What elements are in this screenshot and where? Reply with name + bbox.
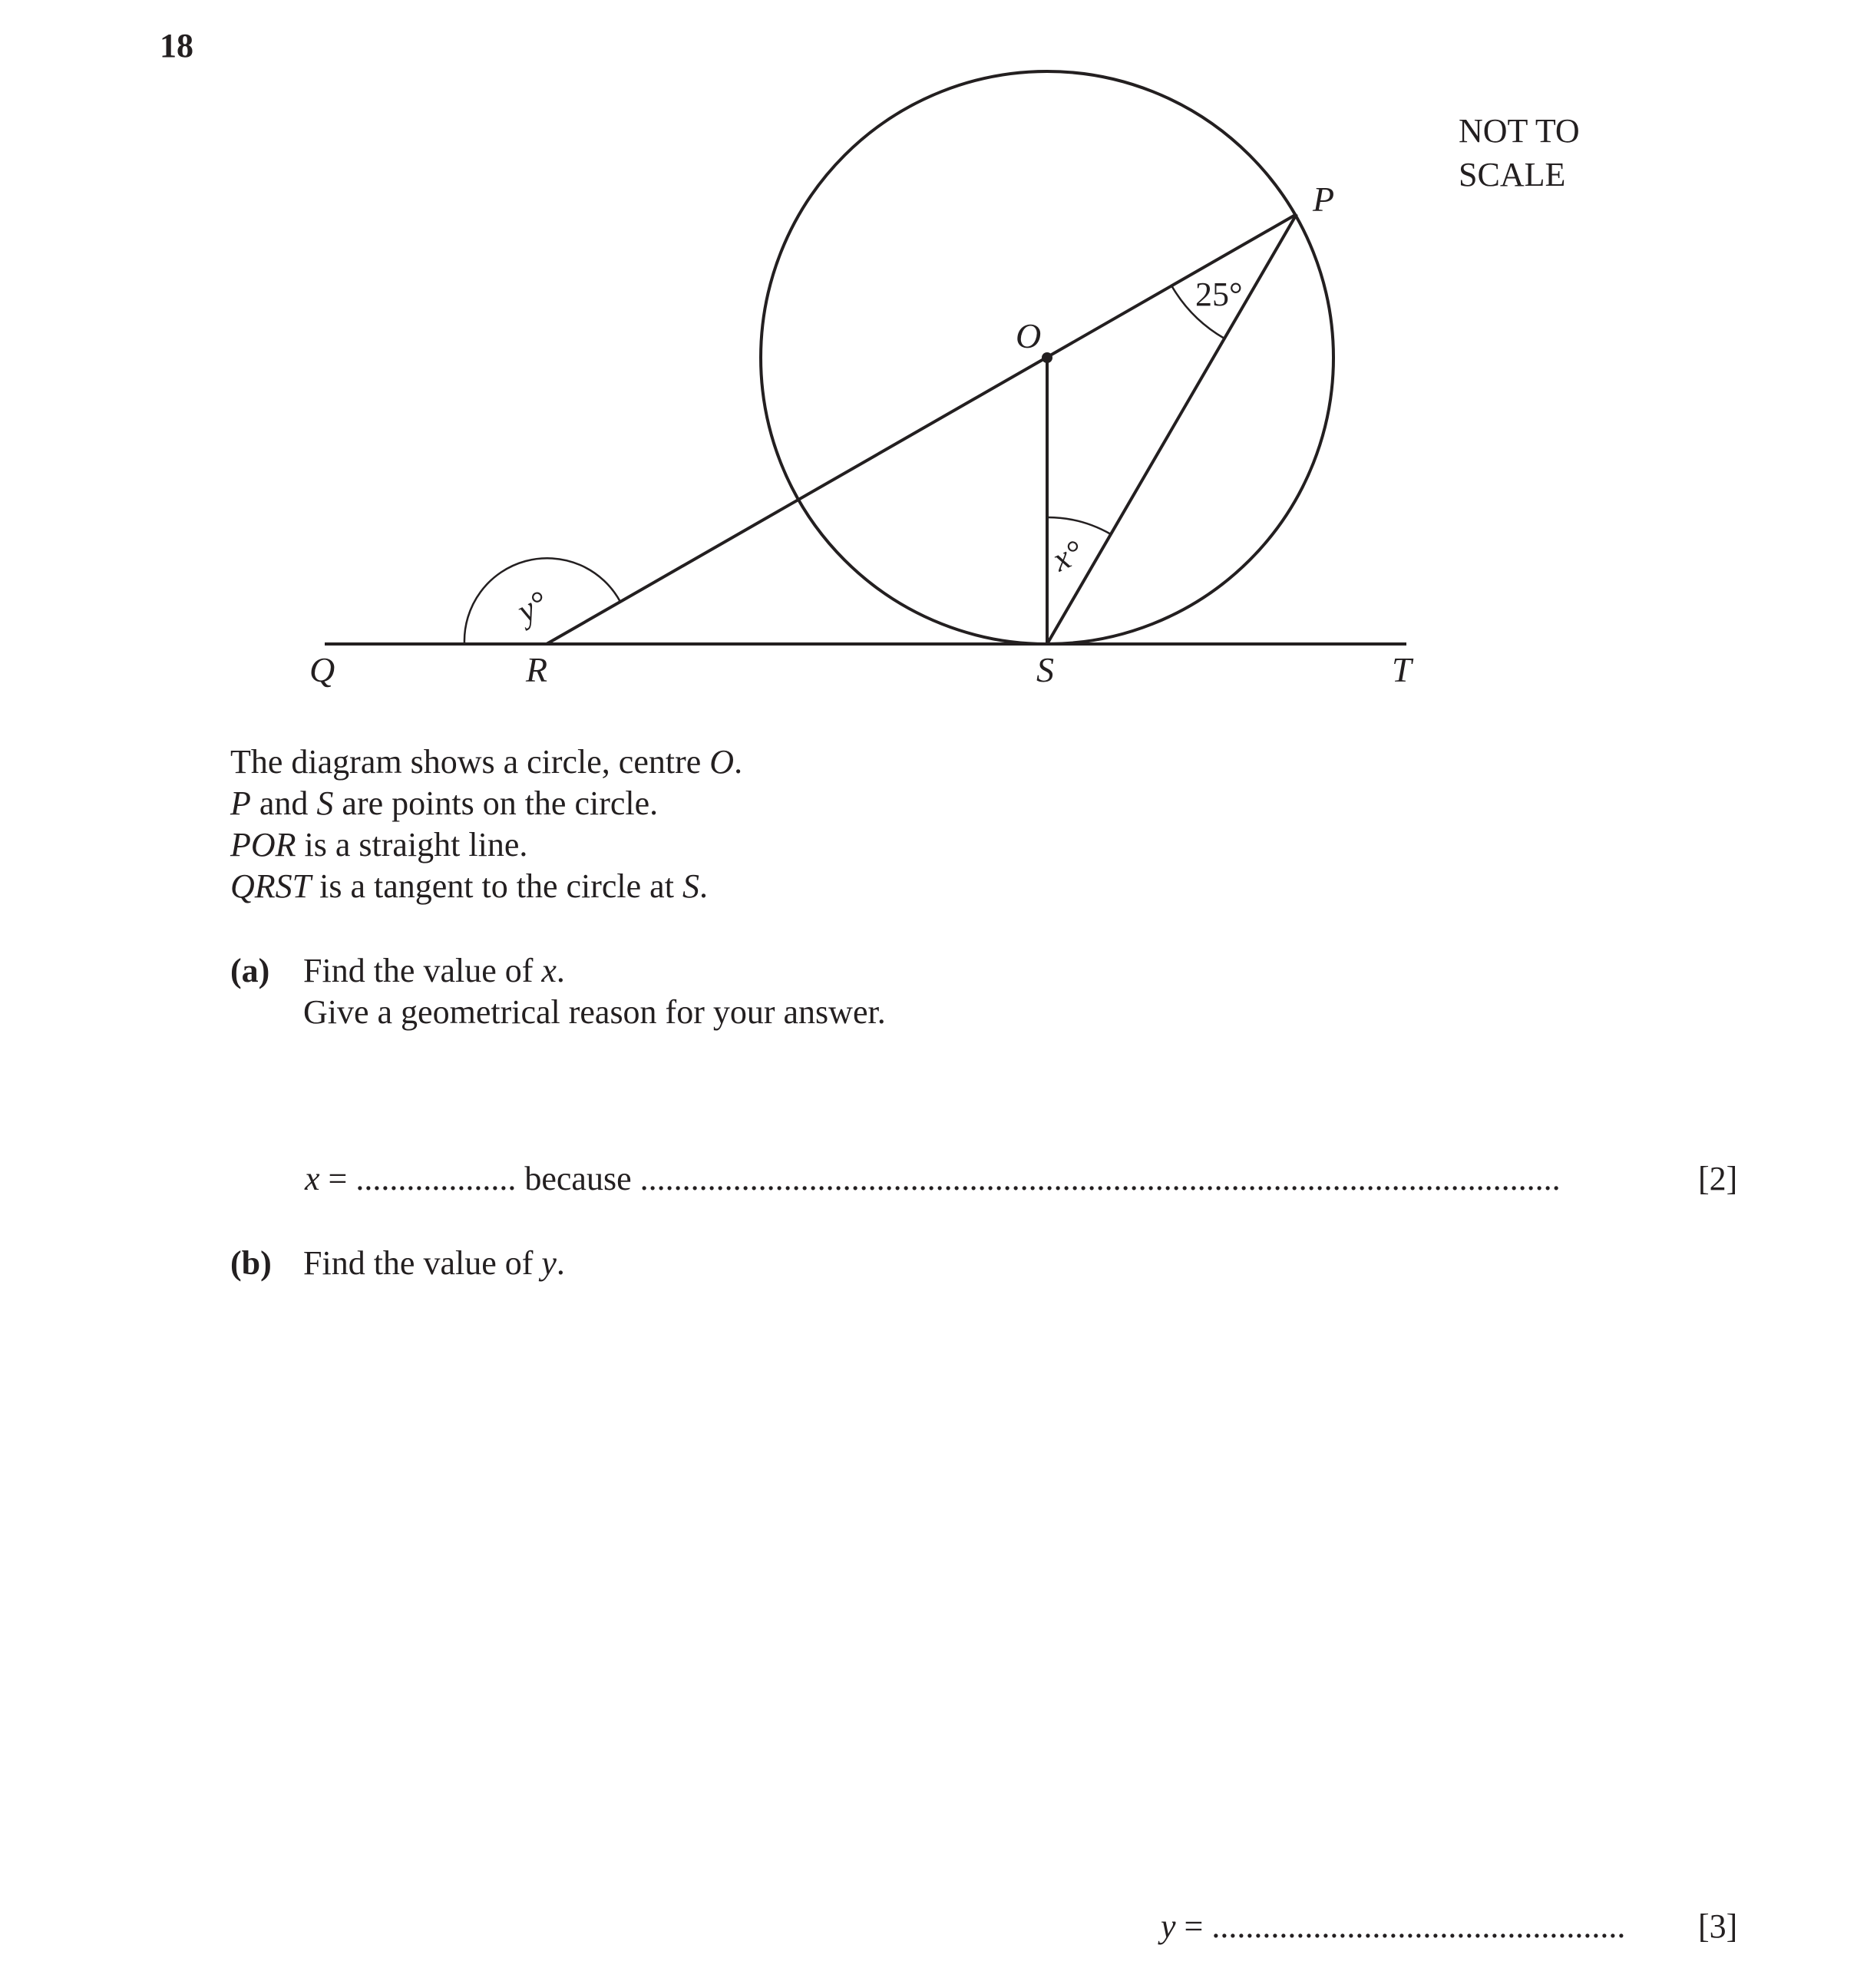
- question-number: 18: [160, 27, 193, 64]
- note-line-1: NOT TO: [1459, 112, 1580, 150]
- angle-label-y: y°: [511, 583, 554, 630]
- part-a-line-2: Give a geometrical reason for your answer.: [303, 993, 886, 1031]
- centre-point-o: [1042, 352, 1052, 363]
- part-b-line-1: Find the value of y.: [303, 1244, 565, 1282]
- label-q: Q: [309, 650, 335, 689]
- label-o: O: [1016, 316, 1042, 355]
- line-por: [547, 214, 1297, 644]
- part-a-label: (a): [230, 952, 270, 989]
- marks-part-b: [3]: [1698, 1907, 1738, 1945]
- part-b-label: (b): [230, 1244, 272, 1282]
- arc-angle-x: [1047, 517, 1111, 534]
- part-a-line-1: Find the value of x.: [303, 952, 565, 989]
- marks-part-a: [2]: [1698, 1160, 1738, 1197]
- circle-tangent-diagram: [0, 0, 1857, 768]
- label-s: S: [1036, 650, 1054, 689]
- angle-label-25: 25°: [1195, 276, 1243, 313]
- label-r: R: [526, 650, 548, 689]
- description-line-2: P and S are points on the circle.: [230, 784, 659, 822]
- description-line-1: The diagram shows a circle, centre O.: [230, 743, 743, 781]
- chord-ps: [1047, 214, 1297, 644]
- question-description: [230, 741, 742, 907]
- answer-x-line[interactable]: x = ................... because .............................................................................................................: [305, 1160, 1561, 1197]
- description-line-4: QRST is a tangent to the circle at S.: [230, 867, 708, 905]
- description-line-3: POR is a straight line.: [230, 826, 528, 864]
- answer-y-line[interactable]: y = .................................................: [1161, 1907, 1626, 1945]
- angle-label-x: x°: [1046, 532, 1089, 580]
- label-t: T: [1392, 650, 1412, 689]
- note-line-2: SCALE: [1459, 156, 1566, 193]
- label-p: P: [1313, 180, 1335, 219]
